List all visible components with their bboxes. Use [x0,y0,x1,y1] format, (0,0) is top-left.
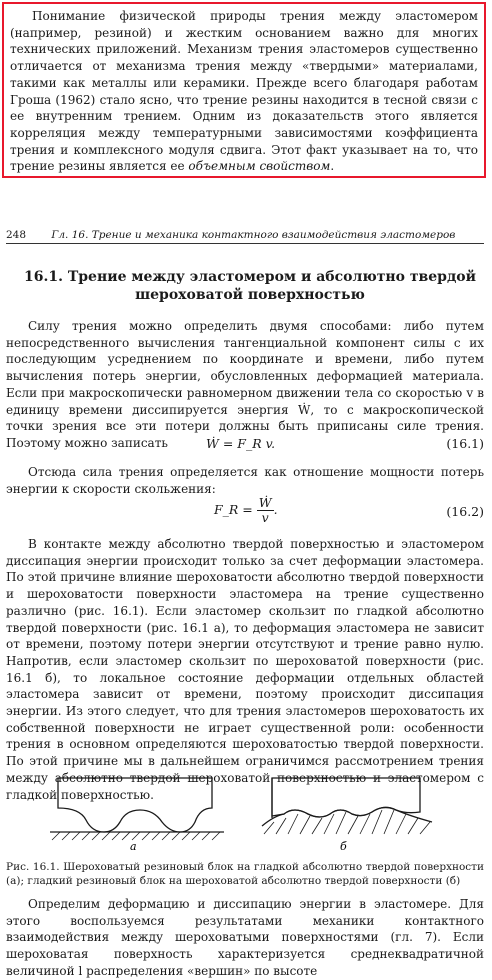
figure-a-drawing [50,778,224,840]
paragraph-4 [6,896,484,980]
intro-paragraph [10,8,478,175]
equation-1-formula: Ẇ = F_R v. [206,436,276,451]
equation-2-lhs: F_R = [214,502,253,517]
section-title [20,268,480,304]
figure-caption: Рис. 16.1. Шероховатый резиновый блок на гладкой абсолютно твердой поверхности (а); гладкий резиновый блок на шероховатой абсолютно твердой поверхности (б) [6,861,484,887]
paragraph-3 [6,536,484,803]
equation-2-fraction [257,496,274,525]
running-header [6,229,484,244]
paragraph-3-text: В контакте между абсолютно твердой поверхностью и эластомером диссипация энергии происходит только за счет деформации эластомера. По этой причине влияние шероховатости абсолютно твердой поверхности и шероховатости поверхности эластомера на трение существенно различно (рис. 16.1). Если эластомер скользит по гладкой абсолютно твердой поверхности (рис. 16.1 а), то деформация эластомера не зависит от времени, поэтому потери энергии отсутствуют и трение равно нулю. Напротив, если эластомер скользит по шероховатой поверхности (рис. 16.1 б), то локальное состояние деформации отдельных областей эластомера зависит от времени, поэтому происходит диссипация энергии. Из этого следует, что для трения эластомеров шероховатость их собственной поверхности не играет существенной роли: особенности трения в основном определяются шероховатостью твердой поверхности. По этой причине мы в дальнейшем ограничимся рассмотрением трения между абсолютно твердой шероховатой поверхностью и эластомером с гладкой поверхностью. [6,537,484,802]
equation-2-numerator: Ẇ [258,495,272,510]
equation-2-formula [214,496,278,525]
figure-a-label: а [130,840,137,852]
equation-2-denominator: v [261,510,269,525]
equation-2-tail: . [273,502,278,517]
section-title-line1: 16.1. Трение между эластомером и абсолютно твердой [23,269,477,285]
equation-1-number: (16.1) [446,436,484,451]
figure-b-drawing [262,778,432,834]
page-number: 248 [6,229,27,241]
paragraph-1 [6,318,484,452]
intro-end: . [330,159,335,174]
paragraph-4-text: Определим деформацию и диссипацию энергии в эластомере. Для этого воспользуемся результатами механики контактного взаимодействия между шероховатыми поверхностями (гл. 7). Если шероховатая поверхность характеризуется среднеквадратичной величиной l распределения «вершин» по высоте [6,897,484,978]
emphasized-term: объемным свойством [188,159,331,174]
figure-b-label: б [340,840,347,852]
figure-16-1 [40,770,460,852]
equation-2-number: (16.2) [446,504,484,519]
paragraph-1-text: Силу трения можно определить двумя способами: либо путем непосредственного вычисления тангенциальной компонент силы с их последующим усреднением по координате и времени, либо путем вычисления потерь энергии, обусловленных деформацией материала. Если при макроскопически равномерном движении тела со скоростью v в единицу времени диссипируется энергия Ẇ, то с макроскопической точки зрения все эти потери должны быть приписаны силе трения. Поэтому можно записать [6,319,484,450]
running-title: Гл. 16. Трение и механика контактного взаимодействия эластомеров [51,229,456,241]
paragraph-2 [6,464,484,497]
paragraph-2-text: Отсюда сила трения определяется как отношение мощности потерь энергии к скорости скольжения: [6,465,484,496]
section-title-line2: шероховатой поверхностью [135,287,365,303]
intro-text: Понимание физической природы трения между эластомером (например, резиной) и жестким основанием важно для многих технических приложений. Механизм трения эластомеров существенно отличается от механизма трения между «твердыми» материалами, такими как металлы или керамики. Прежде всего благодаря работам Гроша (1962) стало ясно, что трение резины находится в тесной связи с ее внутренним трением. Одним из доказательств этого является корреляция между температурными зависимостями коэффициента трения и комплексного модуля сдвига. Этот факт указывает на то, что трение резины является ее [10,9,478,174]
highlighted-paragraph-box [2,2,486,178]
